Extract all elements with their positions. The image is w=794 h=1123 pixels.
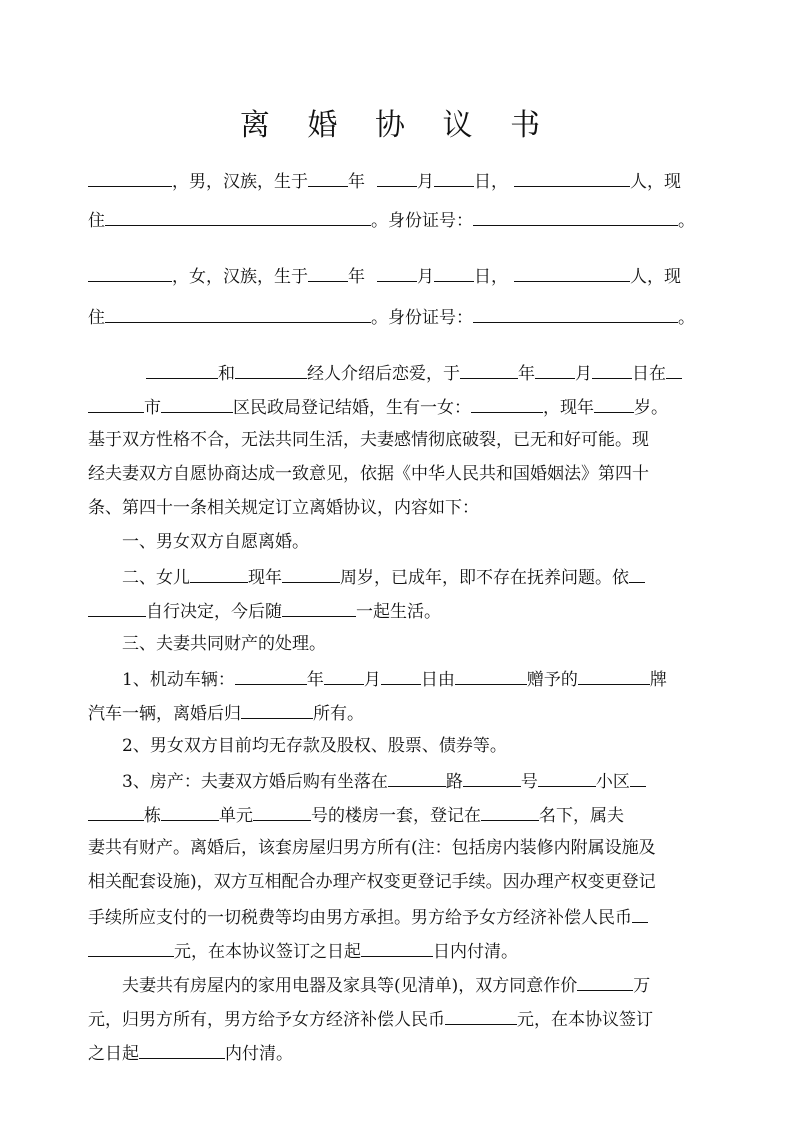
fill-in-blank[interactable] (235, 360, 307, 379)
fill-in-blank[interactable] (463, 768, 521, 787)
fill-in-blank[interactable] (139, 1040, 225, 1059)
furniture-line-1: 夫妻共有房屋内的家用电器及家具等(见清单)，双方同意作价 万 (122, 972, 762, 998)
male-address-blank[interactable] (105, 207, 371, 226)
female-name-blank[interactable] (88, 263, 172, 282)
intro-line-5: 条、第四十一条相关规定订立离婚协议，内容如下： (88, 498, 479, 518)
fill-in-blank[interactable] (381, 666, 421, 685)
fill-in-blank[interactable] (282, 564, 340, 583)
fill-in-blank[interactable] (630, 768, 646, 787)
fill-in-blank[interactable] (190, 564, 248, 583)
fill-in-blank[interactable] (535, 360, 575, 379)
fill-in-blank[interactable] (481, 802, 539, 821)
house-line-2: 栋 单元 号的楼房一套，登记在 名下，属夫 (88, 802, 728, 828)
furniture-line-3: 之日起 内付清。 (88, 1040, 728, 1066)
house-line-4: 相关配套设施)，双方互相配合办理产权变更登记手续。因办理产权变更登记 (88, 872, 656, 892)
fill-in-blank[interactable] (514, 168, 630, 187)
fill-in-blank[interactable] (388, 768, 446, 787)
fill-in-blank[interactable] (455, 666, 527, 685)
furniture-line-2: 元，归男方所有，男方给予女方经济补偿人民币 元，在本协议签订 (88, 1006, 728, 1032)
fill-in-blank[interactable] (253, 802, 311, 821)
fill-in-blank[interactable] (88, 598, 146, 617)
male-id-blank[interactable] (473, 207, 678, 226)
male-party-line-1: ，男，汉族，生于 年 月 日， 人，现 (88, 168, 728, 194)
fill-in-blank[interactable] (282, 598, 356, 617)
fill-in-blank[interactable] (377, 168, 417, 187)
female-id-blank[interactable] (473, 304, 678, 323)
fill-in-blank[interactable] (460, 360, 518, 379)
item-3: 三、夫妻共同财产的处理。 (122, 634, 326, 654)
fill-in-blank[interactable] (514, 263, 630, 282)
fill-in-blank[interactable] (88, 938, 174, 957)
male-name-blank[interactable] (88, 168, 172, 187)
fill-in-blank[interactable] (434, 168, 474, 187)
fill-in-blank[interactable] (235, 666, 307, 685)
item-2-line-2: 自行决定，今后随 一起生活。 (88, 598, 728, 624)
fill-in-blank[interactable] (471, 394, 543, 413)
item-2-line-1: 二、女儿 现年 周岁，已成年，即不存在抚养问题。依 (122, 564, 762, 590)
fill-in-blank[interactable] (146, 360, 218, 379)
male-party-line-2: 住 。身份证号： 。 (88, 207, 728, 233)
fill-in-blank[interactable] (161, 802, 219, 821)
fill-in-blank[interactable] (629, 564, 645, 583)
fill-in-blank[interactable] (324, 666, 364, 685)
car-line-1: 1、机动车辆： 年 月 日由 赠予的 牌 (122, 666, 762, 692)
fill-in-blank[interactable] (577, 972, 633, 991)
intro-line-2: 市 区民政局登记结婚，生有一女： ，现年 岁。 (88, 394, 728, 420)
fill-in-blank[interactable] (538, 768, 596, 787)
fill-in-blank[interactable] (361, 938, 433, 957)
female-party-line-2: 住 。身份证号： 。 (88, 304, 728, 330)
female-address-blank[interactable] (105, 304, 371, 323)
fill-in-blank[interactable] (632, 904, 648, 923)
fill-in-blank[interactable] (578, 666, 650, 685)
fill-in-blank[interactable] (308, 263, 348, 282)
fill-in-blank[interactable] (308, 168, 348, 187)
car-line-2: 汽车一辆，离婚后归 所有。 (88, 700, 728, 726)
fill-in-blank[interactable] (592, 360, 632, 379)
fill-in-blank[interactable] (445, 1006, 517, 1025)
fill-in-blank[interactable] (594, 394, 634, 413)
fill-in-blank[interactable] (434, 263, 474, 282)
fill-in-blank[interactable] (666, 360, 682, 379)
fill-in-blank[interactable] (161, 394, 233, 413)
house-line-1: 3、房产：夫妻双方婚后购有坐落在 路 号 小区 (122, 768, 762, 794)
intro-line-4: 经夫妻双方自愿协商达成一致意见，依据《中华人民共和国婚姻法》第四十 (88, 464, 649, 484)
fill-in-blank[interactable] (88, 394, 144, 413)
fill-in-blank[interactable] (88, 802, 144, 821)
intro-line-1: 和 经人介绍后恋爱，于 年 月 日在 (88, 360, 728, 386)
house-line-5: 手续所应支付的一切税费等均由男方承担。男方给予女方经济补偿人民币 (88, 904, 728, 930)
document-title: 离 婚 协 议 书 (239, 108, 555, 143)
savings-line: 2、男女双方目前均无存款及股权、股票、债券等。 (122, 736, 507, 756)
female-party-line-1: ，女，汉族，生于 年 月 日， 人，现 (88, 263, 728, 289)
intro-line-3: 基于双方性格不合，无法共同生活，夫妻感情彻底破裂，已无和好可能。现 (88, 430, 649, 450)
item-1: 一、男女双方自愿离婚。 (122, 532, 309, 552)
fill-in-blank[interactable] (377, 263, 417, 282)
fill-in-blank[interactable] (241, 700, 313, 719)
house-line-6: 元，在本协议签订之日起 日内付清。 (88, 938, 728, 964)
house-line-3: 妻共有财产。离婚后，该套房屋归男方所有(注：包括房内装修内附属设施及 (88, 838, 656, 858)
